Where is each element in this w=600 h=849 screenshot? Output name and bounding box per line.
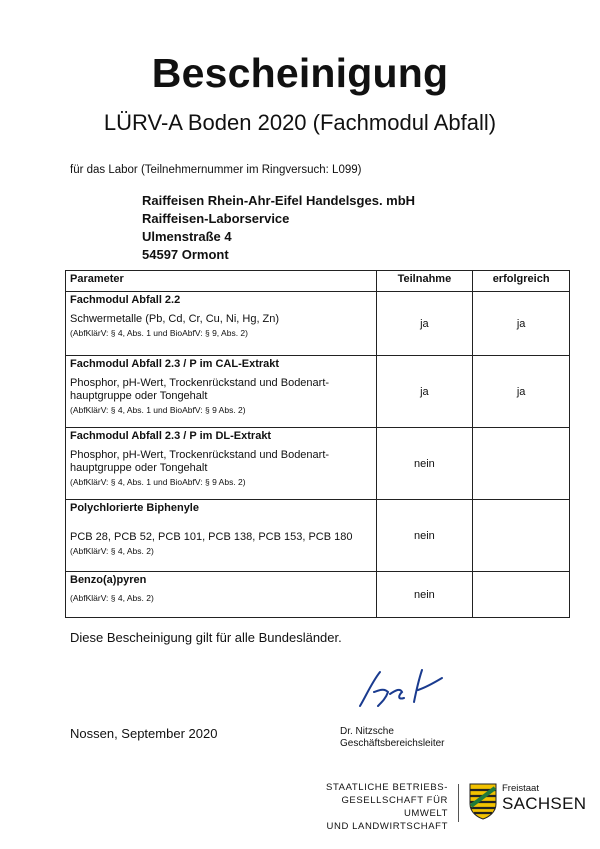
parameter-cell <box>66 356 377 428</box>
erfolgreich-cell: ja <box>473 356 570 428</box>
table-row <box>66 572 570 618</box>
teilnahme-cell: nein <box>376 428 473 500</box>
page-subtitle: LÜRV-A Boden 2020 (Fachmodul Abfall) <box>103 110 497 135</box>
table-row <box>66 428 570 500</box>
teilnahme-cell: ja <box>376 292 473 356</box>
signer-block <box>340 726 445 750</box>
agency-line: GESELLSCHAFT FÜR UMWELT <box>341 795 448 819</box>
module-description: PCB 28, PCB 52, PCB 101, PCB 138, PCB 153, PCB 180 <box>70 531 353 543</box>
agency-line: UND LANDWIRTSCHAFT <box>326 821 448 832</box>
erfolgreich-cell <box>473 428 570 500</box>
agency-name <box>296 781 448 833</box>
parameter-cell <box>66 572 377 618</box>
table-header-row <box>66 271 570 292</box>
lab-line: für das Labor (Teilnehmernummer im Ringversuch: L099) <box>70 164 362 176</box>
signer-name: Dr. Nitzsche <box>340 726 394 737</box>
saxony-coat-of-arms-icon <box>468 782 498 820</box>
module-reference: (AbfKlärV: § 4, Abs. 1 und BioAbfV: § 9 Abs. 2) <box>70 477 246 487</box>
teilnahme-cell: nein <box>376 500 473 572</box>
module-title: Benzo(a)pyren <box>70 574 147 586</box>
parameter-cell <box>66 428 377 500</box>
place-date: Nossen, September 2020 <box>70 726 218 741</box>
parameter-cell <box>66 292 377 356</box>
parameter-cell <box>66 500 377 572</box>
signer-role: Geschäftsbereichsleiter <box>340 738 445 749</box>
lab-address <box>142 192 415 264</box>
module-reference: (AbfKlärV: § 4, Abs. 1 und BioAbfV: § 9 Abs. 2) <box>70 405 246 415</box>
module-reference: (AbfKlärV: § 4, Abs. 1 und BioAbfV: § 9, Abs. 2) <box>70 328 248 338</box>
header-erfolgreich: erfolgreich <box>473 271 570 292</box>
state-label-small: Freistaat <box>502 783 539 794</box>
module-reference: (AbfKlärV: § 4, Abs. 2) <box>70 593 154 603</box>
agency-line: STAATLICHE BETRIEBS- <box>326 782 448 793</box>
results-table <box>65 270 570 618</box>
address-line: Raiffeisen-Laborservice <box>142 211 290 226</box>
header-teilnahme: Teilnahme <box>376 271 473 292</box>
table-row <box>66 500 570 572</box>
address-line: Ulmenstraße 4 <box>142 229 232 244</box>
footer-divider <box>458 784 459 822</box>
module-title: Fachmodul Abfall 2.3 / P im CAL-Extrakt <box>70 358 280 370</box>
module-reference: (AbfKlärV: § 4, Abs. 2) <box>70 546 154 556</box>
page-title: Bescheinigung <box>151 50 449 96</box>
signature-image <box>352 662 452 717</box>
module-title: Polychlorierte Biphenyle <box>70 502 199 514</box>
teilnahme-cell: nein <box>376 572 473 618</box>
address-line: Raiffeisen Rhein-Ahr-Eifel Handelsges. mbH <box>142 193 416 208</box>
address-line: 54597 Ormont <box>142 247 229 262</box>
state-label-big: SACHSEN <box>502 794 587 813</box>
module-title: Fachmodul Abfall 2.3 / P im DL-Extrakt <box>70 430 272 442</box>
module-description: Phosphor, pH-Wert, Trockenrückstand und Bodenart-hauptgruppe oder Tongehalt <box>70 377 330 402</box>
module-description: Schwermetalle (Pb, Cd, Cr, Cu, Ni, Hg, Zn) <box>70 313 280 325</box>
module-description: Phosphor, pH-Wert, Trockenrückstand und Bodenart-hauptgruppe oder Tongehalt <box>70 449 330 474</box>
table-row <box>66 292 570 356</box>
erfolgreich-cell <box>473 500 570 572</box>
module-title: Fachmodul Abfall 2.2 <box>70 294 181 306</box>
erfolgreich-cell <box>473 572 570 618</box>
erfolgreich-cell: ja <box>473 292 570 356</box>
teilnahme-cell: ja <box>376 356 473 428</box>
header-parameter: Parameter <box>66 271 377 292</box>
table-row <box>66 356 570 428</box>
validity-statement: Diese Bescheinigung gilt für alle Bundesländer. <box>70 630 342 645</box>
